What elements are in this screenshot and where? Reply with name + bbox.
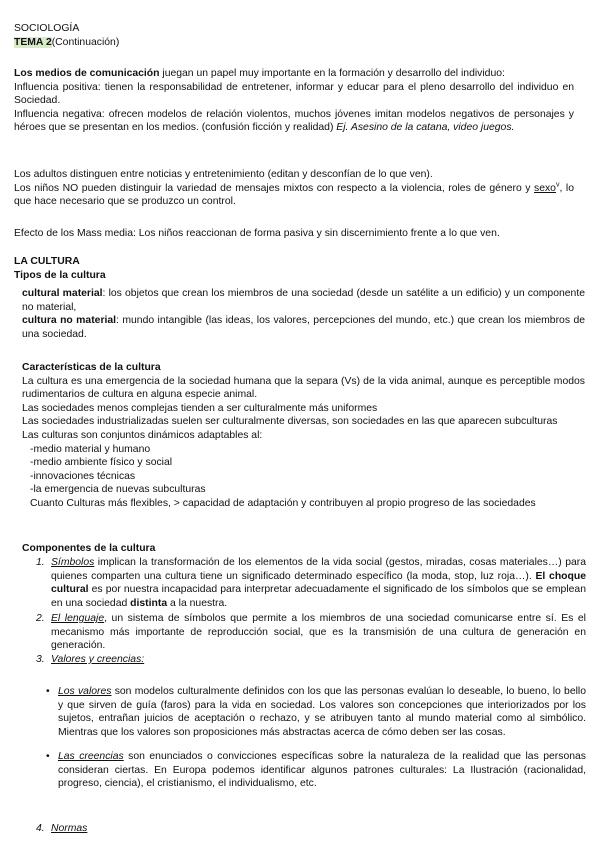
influencia-positiva: Influencia positiva: tienen la responsabilidad de entretener, informar y educar para el pleno desarrollo del individuo en Sociedad.	[14, 81, 574, 107]
lenguaje-label: El lenguaje	[51, 613, 105, 624]
creencias-term: Las creencias	[58, 751, 124, 762]
creencias-text: son enunciados o convicciones específicas sobre la naturaleza de la realidad que las personas consideran ciertas. En Europa podemos identificar algunos patrones culturales: La Ilustración (racionalidad, progreso, ciencia), el cristianismo, el individualismo, etc.	[58, 751, 586, 790]
componente-normas	[36, 822, 586, 836]
caracteristicas-title: Características de la cultura	[22, 362, 161, 373]
medios-lead-bold: Los medios de comunicación	[14, 68, 160, 79]
choque-cultural: El choque cultural	[51, 570, 586, 596]
simbolos-text: implican la transformación de los elementos de la vida social (gestos, miradas, cosas materiales…) para quienes comparten una cultura tiene un significado determinado específico (la moda, stop, luz roja…).	[51, 557, 586, 582]
lenguaje-paragraph	[36, 612, 586, 653]
caracteristicas-p2: Las sociedades menos complejas tienden a ser culturalmente más uniformes	[22, 402, 378, 414]
ninos-sexo: sexo	[534, 182, 556, 194]
tipos-title: Tipos de la cultura	[14, 269, 106, 281]
valores-text: son modelos culturalmente definidos con los que las personas evalúan lo deseable, lo bueno, lo bello y que sirven de guía (faros) para la vida en sociedad. Los valores son concepciones que interiorizados por los sujetos, entrañan juicios de aceptación o rechazo, y se atribuyen tanto al mundo material como al simbólico. Mientras que los valores son proposiciones más abstractas acerca de cómo deben ser las cosas.	[58, 686, 586, 738]
cultura-title: LA CULTURA	[14, 256, 80, 267]
simbolos-paragraph	[36, 556, 586, 610]
componente-simbolos	[36, 556, 586, 610]
adultos-line: Los adultos distinguen entre noticias y entretenimiento (editan y desconfían de lo que ven).	[14, 169, 433, 180]
cultura-no-material	[22, 314, 585, 341]
subject-title: SOCIOLOGÍA	[14, 23, 80, 34]
medios-lead	[14, 67, 574, 81]
valores-term: Los valores	[58, 686, 112, 697]
influencia-negativa-example: Ej. Asesino de la catana, video juegos.	[336, 122, 515, 134]
cultura-no-material-text: : mundo intangible (las ideas, los valores, percepciones del mundo, etc.) que crean los miembros de una sociedad.	[22, 315, 585, 340]
ninos-footnote-mark: v	[555, 181, 560, 189]
cultura-material	[22, 287, 585, 314]
ninos-line	[14, 182, 574, 209]
ninos-text-b: , lo que hace necesario que se produzco un control.	[14, 182, 574, 208]
valores-paragraph	[46, 685, 586, 739]
cultura-section	[14, 255, 574, 282]
distinta-word: distinta	[130, 597, 168, 609]
medios-section	[14, 67, 574, 135]
bullet-valores	[46, 685, 586, 739]
caracteristicas-p4: Las culturas son conjuntos dinámicos adaptables al:	[22, 429, 263, 441]
componente-number: 1.	[36, 557, 45, 568]
tema-line	[14, 36, 574, 50]
adultos-ninos	[14, 168, 574, 209]
componentes-title: Componentes de la cultura	[22, 543, 156, 554]
tipos-cultura	[22, 287, 585, 341]
caracteristicas-section	[22, 361, 585, 511]
simbolos-text2: es por nuestra incapacidad para interpretar adecuadamente el significado de los símbolos que se emplean en una sociedad	[51, 584, 586, 609]
cultura-no-material-label: cultura no material	[22, 315, 117, 327]
caracteristicas-p1: La cultura es una emergencia de la sociedad humana que la separa (Vs) de la vida animal, aunque es perceptible modos rudimentarios de cultura en alguna especie animal.	[22, 375, 585, 401]
list-item: -innovaciones técnicas	[30, 470, 136, 482]
creencias-paragraph	[46, 750, 586, 791]
tema-label: TEMA 2	[14, 36, 52, 48]
list-item: -la emergencia de nuevas subculturas	[30, 484, 206, 496]
lenguaje-text: , un sistema de símbolos que permite a los miembros de una sociedad comunicarse entre sí. Es el mecanismo más importante de reproducción social, que es la transmisión de una cultura de generación en generación.	[51, 613, 586, 652]
bullet-creencias	[46, 750, 586, 791]
mass-media-effect	[14, 227, 574, 241]
mass-media-line: Efecto de los Mass media: Los niños reaccionan de forma pasiva y sin discernimiento frente a lo que ven.	[14, 228, 500, 239]
simbolos-text3: a la nuestra.	[167, 597, 228, 609]
normas-label: Normas	[51, 823, 88, 834]
cultura-material-label: cultural material	[22, 288, 103, 299]
bullet-icon: •	[46, 686, 50, 697]
componente-number: 4.	[36, 823, 45, 834]
list-item: -medio material y humano	[30, 443, 151, 455]
componentes-section	[22, 542, 582, 556]
medios-lead-rest: juegan un papel muy importante en la formación y desarrollo del individuo:	[159, 68, 505, 79]
caracteristicas-p3: Las sociedades industrializadas suelen ser culturalmente diversas, son sociedades en las que aparecen subculturas	[22, 416, 558, 428]
influencia-negativa-text: Influencia negativa: ofrecen modelos de relación violentos, muchos jóvenes imitan modelos negativos de personajes y héroes que se presentan en los medios. (confusión ficción y realidad)	[14, 108, 574, 134]
componente-valores	[36, 653, 586, 667]
list-item: -medio ambiente físico y social	[30, 457, 173, 469]
componente-number: 3.	[36, 654, 45, 665]
valores-label: Valores y creencias:	[51, 654, 145, 665]
componente-number: 2.	[36, 613, 45, 624]
caracteristicas-final: Cuanto Culturas más flexibles, > capacidad de adaptación y contribuyen al propio progreso de las sociedades	[30, 497, 536, 509]
influencia-negativa	[14, 108, 574, 135]
tema-continuation: (Continuación)	[51, 36, 120, 48]
bullet-icon: •	[46, 751, 50, 762]
ninos-text-a: Los niños NO pueden distinguir la variedad de mensajes mixtos con respecto a la violencia, roles de género y	[14, 182, 535, 194]
componente-lenguaje	[36, 612, 586, 653]
cultura-material-text: : los objetos que crean los miembros de una sociedad (desde un satélite a un edificio) y un componente no material,	[22, 288, 585, 313]
simbolos-label: Símbolos	[51, 557, 95, 568]
header	[14, 22, 574, 49]
